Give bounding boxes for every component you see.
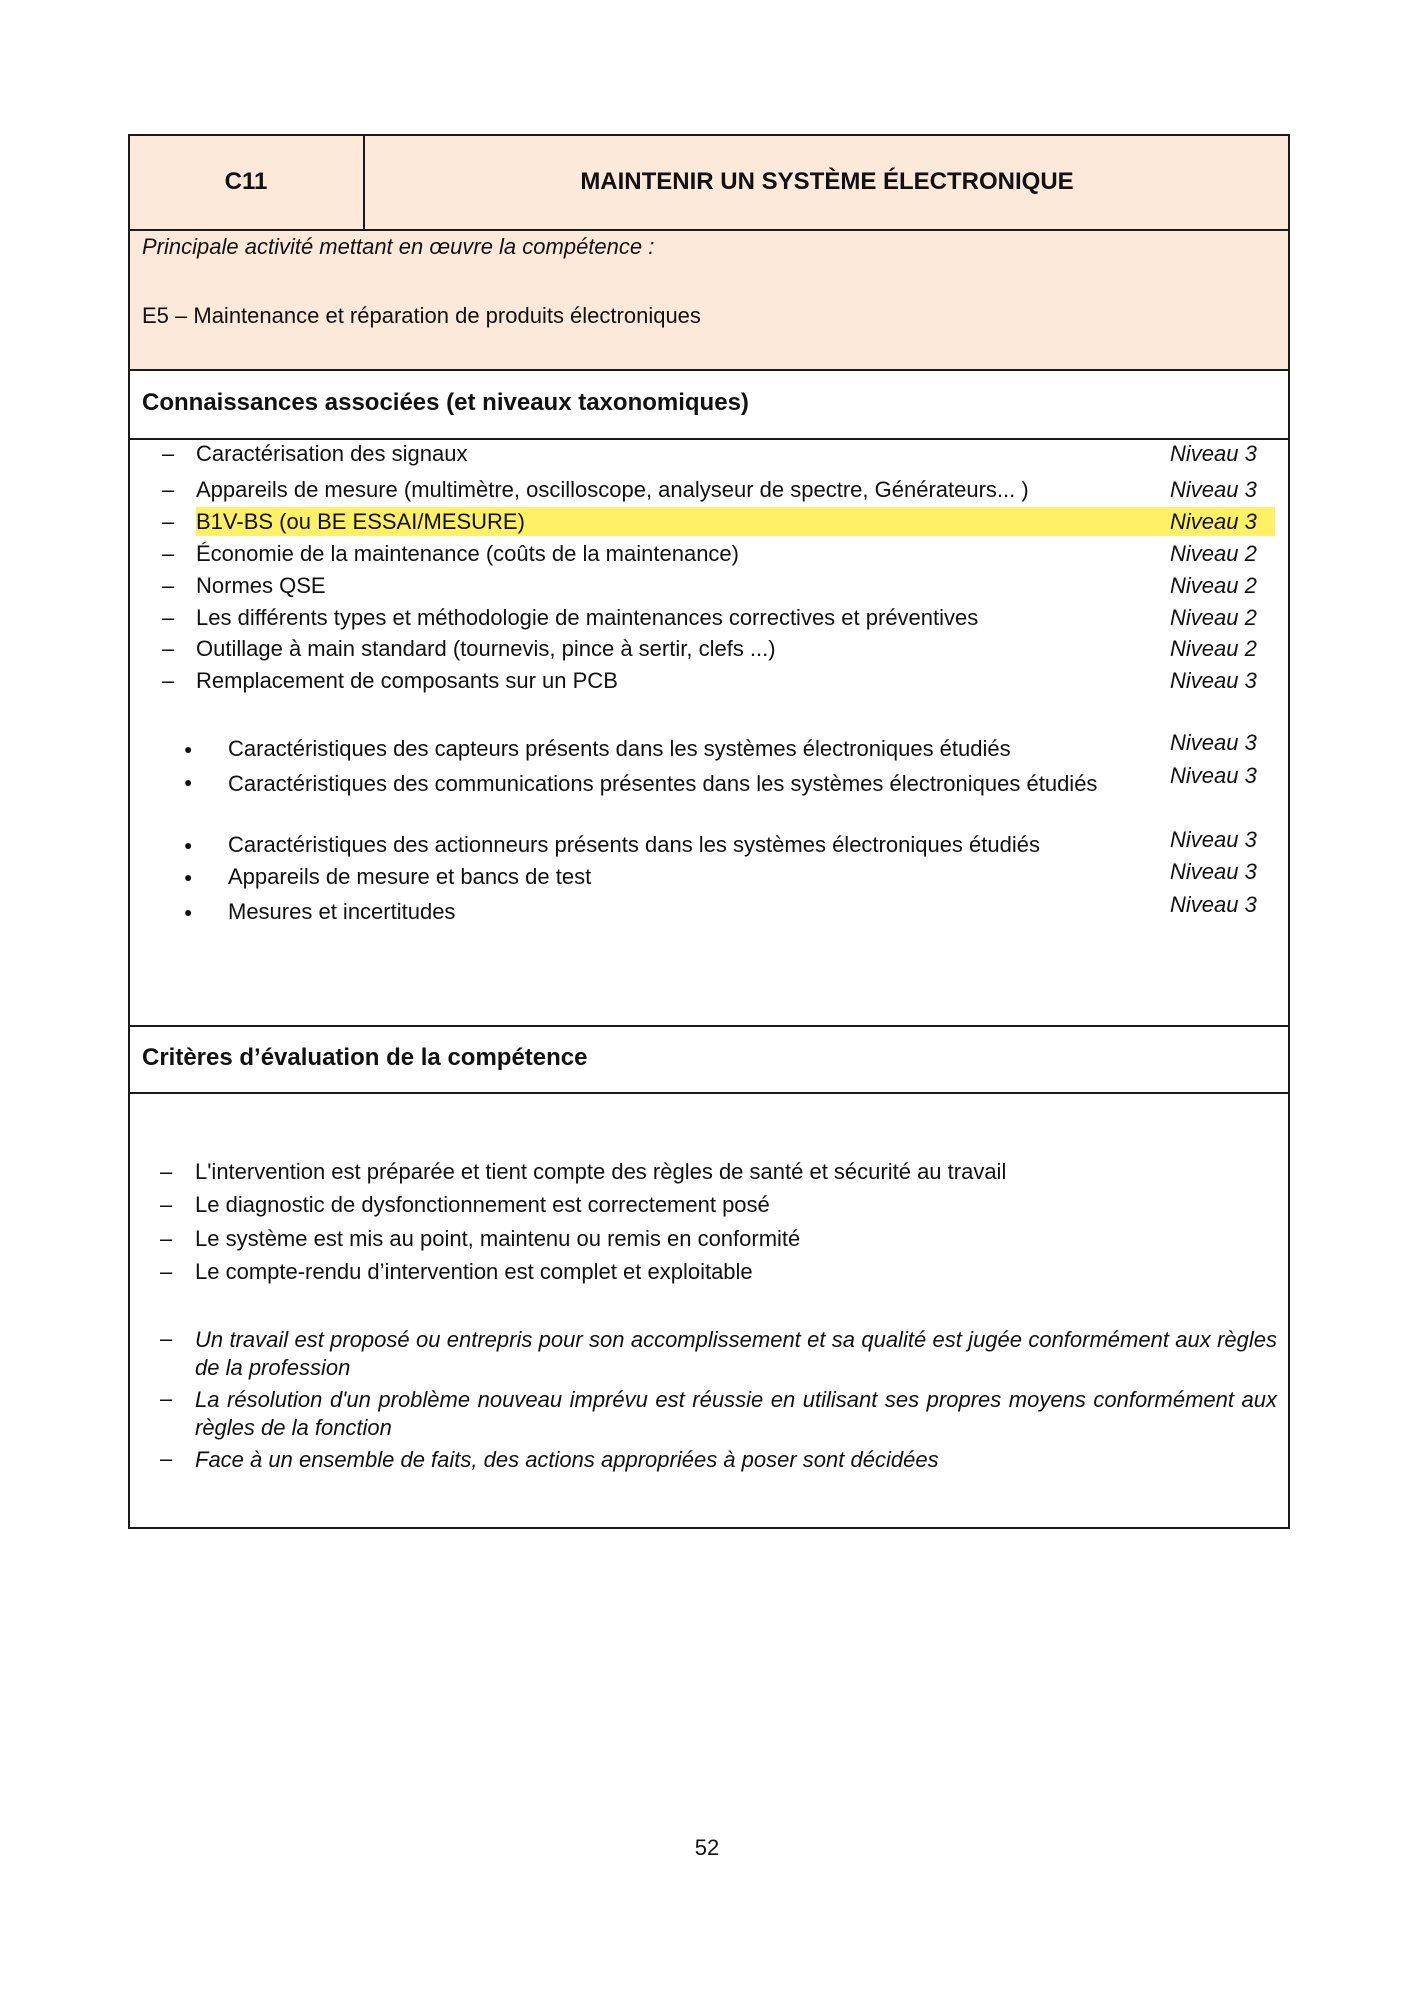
knowledge-list-divider bbox=[128, 1025, 1290, 1027]
criteria-italic-text: Un travail est proposé ou entrepris pour son accomplissement et sa qualité est jugée conformément aux règles de la profession bbox=[195, 1327, 1277, 1380]
knowledge-item-text: Appareils de mesure (multimètre, oscilloscope, analyseur de spectre, Générateurs... ) bbox=[196, 477, 1029, 502]
bullet-icon: ● bbox=[184, 741, 193, 757]
dash-icon: – bbox=[160, 1259, 173, 1284]
table-left-border bbox=[128, 134, 130, 1529]
knowledge-bullet-text: Appareils de mesure et bancs de test bbox=[228, 864, 592, 889]
knowledge-item-text: Économie de la maintenance (coûts de la maintenance) bbox=[196, 541, 739, 566]
criteria-item-text: Le diagnostic de dysfonctionnement est correctement posé bbox=[195, 1192, 770, 1217]
table-top-border bbox=[128, 134, 1290, 136]
bullet-icon: ● bbox=[184, 904, 193, 920]
bullet-icon: ● bbox=[184, 837, 193, 853]
knowledge-bullet-level: Niveau 3 bbox=[1170, 892, 1257, 917]
knowledge-bullet-text: Caractéristiques des capteurs présents dans les systèmes électroniques étudiés bbox=[228, 736, 1011, 761]
competence-title: MAINTENIR UN SYSTÈME ÉLECTRONIQUE bbox=[580, 168, 1074, 195]
table-right-border bbox=[1288, 134, 1290, 1529]
competence-code: C11 bbox=[224, 168, 268, 195]
knowledge-bullet-level: Niveau 3 bbox=[1170, 730, 1257, 755]
knowledge-bullet-text: Caractéristiques des actionneurs présents dans les systèmes électroniques étudiés bbox=[228, 832, 1040, 857]
bullet-icon: ● bbox=[184, 774, 193, 790]
knowledge-item-level: Niveau 2 bbox=[1170, 605, 1257, 630]
dash-icon: – bbox=[162, 605, 175, 630]
knowledge-item-text: Outillage à main standard (tournevis, pince à sertir, clefs ...) bbox=[196, 636, 776, 661]
activity-divider bbox=[128, 369, 1290, 371]
header-divider bbox=[128, 229, 1290, 231]
bullet-icon: ● bbox=[184, 869, 193, 885]
dash-icon: – bbox=[162, 668, 175, 693]
criteria-item-text: Le compte-rendu d’intervention est complet et exploitable bbox=[195, 1259, 753, 1284]
dash-icon: – bbox=[160, 1192, 173, 1217]
page-number: 52 bbox=[694, 1835, 720, 1860]
dash-icon: – bbox=[162, 441, 175, 466]
knowledge-item-text: Caractérisation des signaux bbox=[196, 441, 468, 466]
knowledge-title: Connaissances associées (et niveaux taxonomiques) bbox=[142, 389, 749, 416]
dash-icon: – bbox=[162, 541, 175, 566]
dash-icon: – bbox=[162, 477, 175, 502]
knowledge-item-level: Niveau 2 bbox=[1170, 541, 1257, 566]
criteria-item-text: Le système est mis au point, maintenu ou remis en conformité bbox=[195, 1226, 801, 1251]
criteria-title-divider bbox=[128, 1092, 1290, 1094]
knowledge-item-level: Niveau 3 bbox=[1170, 509, 1257, 534]
knowledge-bullet-text: Caractéristiques des communications présentes dans les systèmes électroniques étudiés bbox=[228, 771, 1098, 796]
knowledge-item-level: Niveau 3 bbox=[1170, 668, 1257, 693]
knowledge-bullet-level: Niveau 3 bbox=[1170, 827, 1257, 852]
knowledge-item-text: Remplacement de composants sur un PCB bbox=[196, 668, 618, 693]
dash-icon: – bbox=[160, 1326, 173, 1351]
dash-icon: – bbox=[160, 1159, 173, 1184]
dash-icon: – bbox=[162, 509, 175, 534]
knowledge-item-text: Normes QSE bbox=[196, 573, 326, 598]
activity-value: E5 – Maintenance et réparation de produits électroniques bbox=[142, 303, 701, 328]
criteria-title: Critères d’évaluation de la compétence bbox=[142, 1044, 588, 1071]
knowledge-item-level: Niveau 3 bbox=[1170, 441, 1257, 466]
knowledge-item-level: Niveau 2 bbox=[1170, 636, 1257, 661]
activity-label: Principale activité mettant en œuvre la compétence : bbox=[142, 234, 655, 259]
dash-icon: – bbox=[162, 573, 175, 598]
knowledge-item-level: Niveau 2 bbox=[1170, 573, 1257, 598]
knowledge-item-text: B1V-BS (ou BE ESSAI/MESURE) bbox=[196, 509, 525, 534]
knowledge-title-divider bbox=[128, 438, 1290, 440]
table-bottom-border bbox=[128, 1527, 1290, 1529]
dash-icon: – bbox=[160, 1446, 173, 1471]
knowledge-bullet-level: Niveau 3 bbox=[1170, 763, 1257, 788]
knowledge-item-level: Niveau 3 bbox=[1170, 477, 1257, 502]
knowledge-bullet-level: Niveau 3 bbox=[1170, 859, 1257, 884]
knowledge-item-text: Les différents types et méthodologie de maintenances correctives et préventives bbox=[196, 605, 979, 630]
dash-icon: – bbox=[162, 636, 175, 661]
criteria-italic-text: La résolution d'un problème nouveau imprévu est réussie en utilisant ses propres moyens conformément aux règles de la fonction bbox=[195, 1387, 1277, 1440]
dash-icon: – bbox=[160, 1226, 173, 1251]
knowledge-bullet-text: Mesures et incertitudes bbox=[228, 899, 456, 924]
criteria-item-text: L'intervention est préparée et tient compte des règles de santé et sécurité au travail bbox=[195, 1159, 1007, 1184]
criteria-italic-text: Face à un ensemble de faits, des actions appropriées à poser sont décidées bbox=[195, 1447, 939, 1472]
dash-icon: – bbox=[160, 1386, 173, 1411]
